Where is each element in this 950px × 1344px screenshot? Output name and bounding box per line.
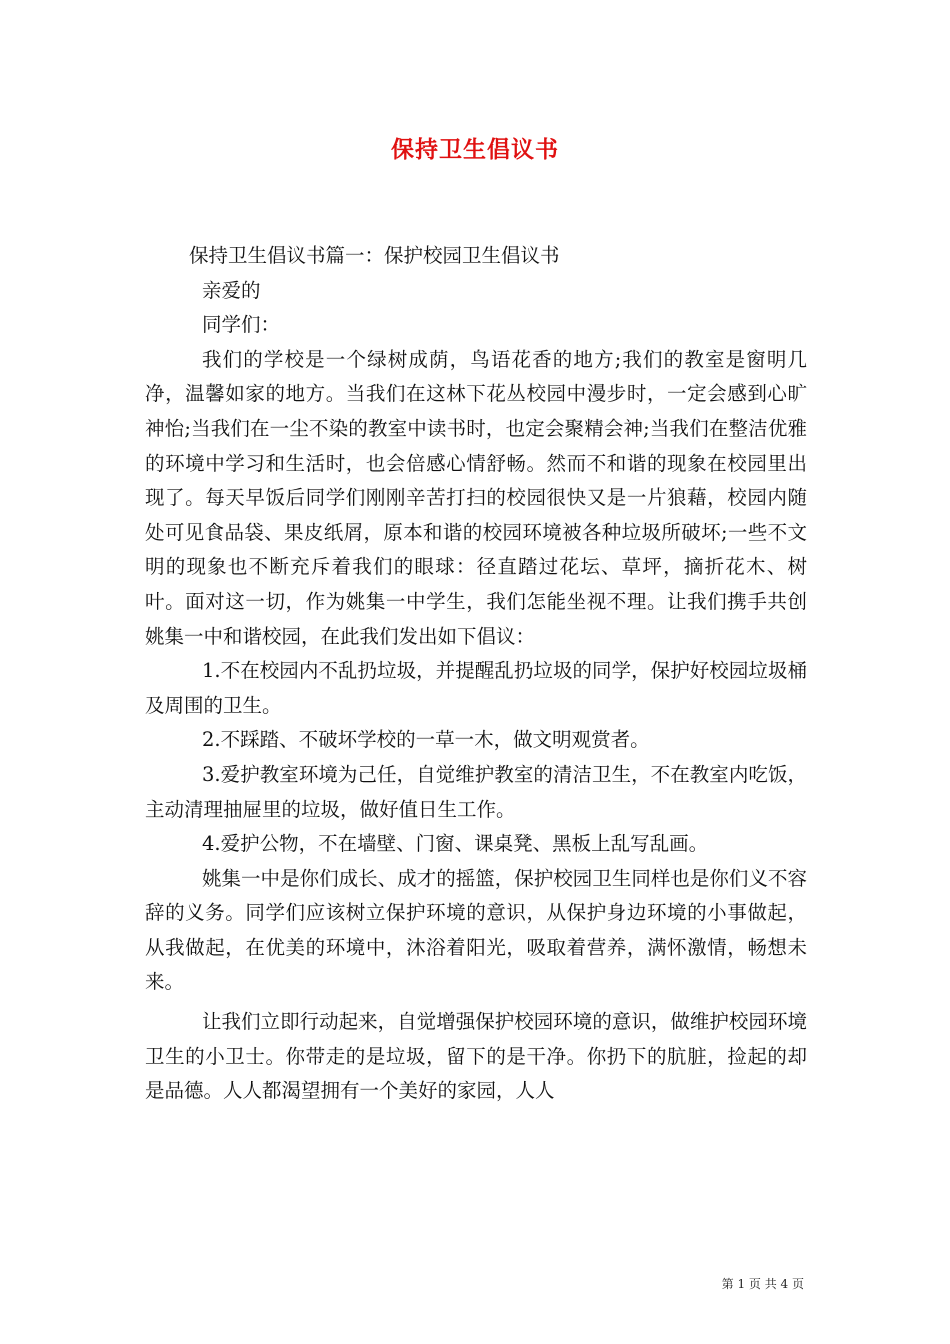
document-title: 保持卫生倡议书 [391,136,559,163]
paragraph-call-to-action: 让我们立即行动起来，自觉增强保护校园环境的意识，做维护校园环境卫生的小卫士。你带走的是垃圾，留下的是干净。你扔下的肮脏，捡起的却是品德。人人都渴望拥有一个美好的家园，人人 [145,1010,807,1103]
paragraph-intro: 我们的学校是一个绿树成荫，鸟语花香的地方;我们的教室是窗明几净，温馨如家的地方。当我们在这林下花丛校园中漫步时，一定会感到心旷神怡;当我们在一尘不染的教室中读书时，也定会聚精会神;当我们在整洁优雅的环境中学习和生活时，也会倍感心情舒畅。然而不和谐的现象在校园里出现了。每天早饭后同学们刚刚辛苦打扫的校园很快又是一片狼藉，校园内随处可见食品袋、果皮纸屑，原本和谐的校园环境被各种垃圾所破坏;一些不文明的现象也不断充斥着我们的眼球：径直踏过花坛、草坪，摘折花木、树叶。面对这一切，作为姚集一中学生，我们怎能坐视不理。让我们携手共创姚集一中和谐校园，在此我们发出如下倡议： [145,347,807,648]
greeting-line-2: 同学们： [202,313,281,337]
paragraph-school: 姚集一中是你们成长、成才的摇篮，保护校园卫生同样也是你们义不容辞的义务。同学们应该树立保护环境的意识，从保护身边环境的小事做起，从我做起，在优美的环境中，沐浴着阳光，吸取着营养，满怀激情，畅想未来。 [145,866,807,994]
document-subtitle: 保持卫生倡议书篇一：保护校园卫生倡议书 [189,244,560,267]
page-footer: 第 1 页 共 4 页 [721,1277,804,1291]
proposal-item-2: 2.不踩踏、不破坏学校的一草一木，做文明观赏者。 [202,728,650,752]
proposal-item-1: 1.不在校园内不乱扔垃圾，并提醒乱扔垃圾的同学，保护好校园垃圾桶及周围的卫生。 [145,659,807,717]
greeting-line-1: 亲爱的 [202,278,261,302]
proposal-item-3: 3.爱护教室环境为己任，自觉维护教室的清洁卫生，不在教室内吃饭，主动清理抽屉里的垃圾，做好值日生工作。 [145,762,807,821]
proposal-item-4: 4.爱护公物，不在墙壁、门窗、课桌凳、黑板上乱写乱画。 [202,832,709,856]
document-body [145,239,807,1109]
